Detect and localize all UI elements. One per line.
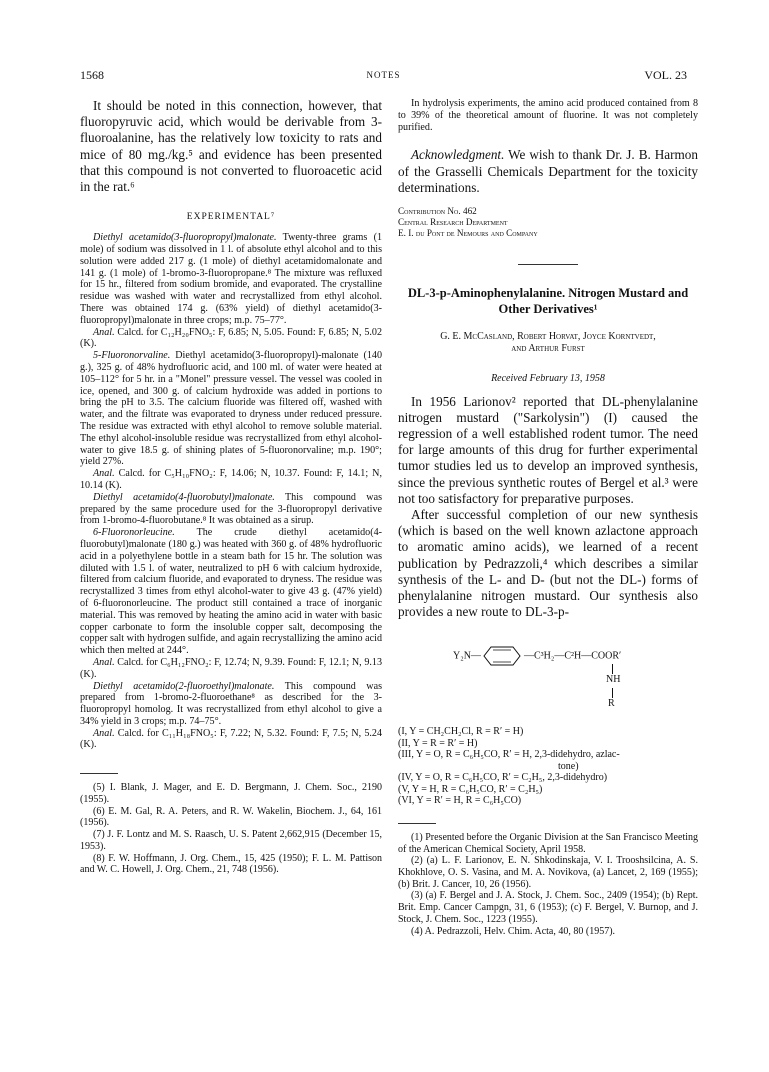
procedure-paragraph bbox=[80, 681, 382, 728]
contribution-block bbox=[398, 206, 698, 240]
page-number: 1568 bbox=[80, 68, 104, 82]
compound-list bbox=[398, 726, 698, 807]
hydrolysis-note: In hydrolysis experiments, the amino acid produced contained from 8 to 39% of the theoretical amount of fluorine. It was not completely purified. bbox=[398, 98, 698, 133]
procedure-text: Diethyl acetamido(3-fluoropropyl)-malonate (140 g.), 325 g. of 48% hydrofluoric acid, and 100 ml. of water were heated at 105–112° for 5 hr. in a "Monel" pressure vessel. The vessel was cooled in ice, opened, and 300 g. of calcium hydroxide was added in portions to bring the pH to 3.5. The calcium fluoride was filtered off, washed with water, and the filtrate was evaporated to dryness under reduced pressure. The residue was extracted with ethyl alcohol to remove soluble material. The ethyl alcohol-insoluble residue was recrystallized from ethyl alcohol-water to give 18.5 g. of shining plates of 5-fluoronorvaline; m.p. 190°; yield 27%. bbox=[80, 350, 382, 468]
procedure-text: This compound was prepared by the same procedure used for the 3-fluoropropyl derivative from 1-bromo-4-fluorobutane.⁸ It was obtained as a sirup. bbox=[80, 491, 382, 527]
analysis-text: Calcd. for C₁₂H₂₀FNO₅: F, 6.85; N, 5.05. Found: F, 6.85; N, 5.02 (K). bbox=[80, 326, 382, 350]
formula-left: Y₂N— bbox=[453, 650, 481, 662]
authors bbox=[398, 331, 698, 355]
acknowledgment-label: Acknowledgment. bbox=[411, 147, 505, 163]
compound-name: Diethyl acetamido(4-fluorobutyl)malonate. bbox=[93, 491, 275, 503]
article-title: DL-3-p-Aminophenylalanine. Nitrogen Mustard and Other Derivatives¹ bbox=[407, 285, 689, 316]
formula-r: R bbox=[608, 698, 615, 710]
author-line: G. E. McCasland, Robert Horvat, Joyce Korntvedt, bbox=[440, 330, 656, 342]
section-label: NOTES bbox=[366, 70, 401, 80]
compound-entry: (I, Y = CH₂CH₂Cl, R = R′ = H) bbox=[398, 726, 524, 738]
article-divider bbox=[518, 264, 578, 265]
footnotes-left bbox=[80, 782, 382, 876]
formula-line bbox=[453, 646, 621, 666]
running-header bbox=[80, 68, 687, 84]
analysis-paragraph bbox=[80, 657, 382, 681]
right-column bbox=[398, 98, 698, 937]
compound-entry: (II, Y = R = R′ = H) bbox=[398, 737, 478, 749]
compound-entry: (III, Y = O, R = C₆H₅CO, R′ = H, 2,3-didehydro, azlac- bbox=[398, 749, 620, 761]
formula-right: —C³H₂—C²H—COOR′ bbox=[523, 650, 622, 662]
procedure-text: This compound was prepared from 1-bromo-2-fluoroethane⁸ as described for the 3-fluoropropyl homolog. It was recrystallized from ethyl alcohol to give a 34% yield in 3 crops; m.p. 74–75°. bbox=[80, 680, 382, 727]
procedure-paragraph bbox=[80, 232, 382, 326]
footnote: (4) A. Pedrazzoli, Helv. Chim. Acta, 40, 80 (1957). bbox=[411, 925, 616, 937]
compound-name: Diethyl acetamido(2-fluoroethyl)malonate. bbox=[93, 680, 275, 692]
analysis-label: Anal. bbox=[93, 326, 115, 338]
footnote: (5) I. Blank, J. Mager, and E. D. Bergmann, J. Chem. Soc., 2190 (1955). bbox=[80, 782, 382, 805]
volume-label: VOL. 23 bbox=[644, 68, 687, 82]
analysis-label: Anal. bbox=[93, 727, 115, 739]
footnote: (2) (a) L. F. Larionov, E. N. Shkodinskaja, V. I. Trooshsilcina, A. S. Khokhlove, O. S. Vasina, and M. A. Novikova, (a) Lancet, 2, 169 (1955); (b) Brit. J. Cancer, 10, 26 (1956). bbox=[398, 855, 698, 890]
compound-entry: (V, Y = H, R = C₆H₅CO, R′ = C₂H₅) bbox=[398, 783, 543, 795]
body-paragraph: In 1956 Larionov² reported that DL-phenylalanine nitrogen mustard ("Sarkolysin") (I) caused the regression of a well established rodent tumor. The need for large amounts of this drug for further experimental tumor studies led us to develop an improved synthesis, since the previous synthetic routes of Bergel et al.³ were not too satisfactory for preparative purposes. bbox=[398, 393, 698, 506]
contribution-line: Central Research Department bbox=[398, 217, 508, 228]
procedure-paragraph bbox=[80, 527, 382, 657]
analysis-label: Anal. bbox=[93, 468, 115, 480]
intro-paragraph: It should be noted in this connection, however, that fluoropyruvic acid, which would be derivable from 3-fluoroalanine, has the relatively low toxicity to rats and mice of 80 mg./kg.⁵ and evidence has been presented that this compound is not converted to fluoroacetic acid in the rat.⁶ bbox=[80, 98, 382, 195]
footnote: (7) J. F. Lontz and M. S. Raasch, U. S. Patent 2,662,915 (December 15, 1953). bbox=[80, 829, 382, 852]
compound-name: 5-Fluoronorvaline. bbox=[93, 350, 171, 362]
footnote-divider bbox=[80, 773, 118, 774]
compound-entry: (VI, Y = R′ = H, R = C₆H₅CO) bbox=[398, 795, 522, 807]
benzene-ring-icon bbox=[483, 646, 521, 666]
bond-line bbox=[612, 664, 613, 674]
author-line: and Arthur Furst bbox=[511, 342, 585, 354]
contribution-line: Contribution No. 462 bbox=[398, 206, 477, 216]
analysis-paragraph bbox=[80, 327, 382, 351]
received-date: Received February 13, 1958 bbox=[491, 372, 605, 384]
analysis-paragraph bbox=[80, 728, 382, 752]
structural-formula bbox=[398, 638, 698, 718]
footnote: (1) Presented before the Organic Division at the San Francisco Meeting of the American Chemical Society, April 1958. bbox=[398, 831, 698, 855]
footnote: (8) F. W. Hoffmann, J. Org. Chem., 15, 425 (1950); F. L. M. Pattison and W. C. Howell, J. Org. Chem., 21, 748 (1956). bbox=[80, 852, 382, 876]
analysis-text: Calcd. for C₅H₁₀FNO₂: F, 14.06; N, 10.37. Found: F, 14.1; N, 10.14 (K). bbox=[80, 468, 382, 491]
analysis-text: Calcd. for C₁₁H₁₈FNO₅: F, 7.22; N, 5.32. Found: F, 7.5; N, 5.24 (K). bbox=[80, 727, 382, 751]
acknowledgment-text: We wish to thank Dr. J. B. Harmon of the Grasselli Chemicals Department for the toxicity determinations. bbox=[398, 147, 698, 195]
bond-line bbox=[612, 688, 613, 698]
analysis-label: Anal. bbox=[93, 656, 115, 668]
experimental-heading: EXPERIMENTAL⁷ bbox=[186, 212, 276, 223]
compound-name: Diethyl acetamido(3-fluoropropyl)malonate. bbox=[93, 232, 277, 244]
formula-nh: NH bbox=[606, 674, 621, 686]
acknowledgment bbox=[398, 147, 698, 196]
body-paragraph: After successful completion of our new synthesis (which is based on the well known azlactone approach to aromatic amino acids), we learned of a recent publication by Pedrazzoli,⁴ which describes a similar synthesis of the L- and D- (but not the DL-) forms of phenylalanine nitrogen mustard. Our synthesis also provides a new route to DL-3-p- bbox=[398, 507, 698, 620]
footnote: (3) (a) F. Bergel and J. A. Stock, J. Chem. Soc., 2409 (1954); (b) Rept. Brit. Emp. Cancer Campgn, 31, 6 (1953); (c) F. Bergel, V. Burnop, and J. Stock, J. Chem. Soc., 1223 (1955). bbox=[398, 890, 698, 925]
analysis-text: Calcd. for C₆H₁₂FNO₂: F, 12.74; N, 9.39. Found: F, 12.1; N, 9.13 (K). bbox=[80, 656, 382, 680]
procedure-paragraph bbox=[80, 350, 382, 468]
analysis-paragraph bbox=[80, 468, 382, 492]
footnote-divider bbox=[398, 823, 436, 824]
procedure-paragraph bbox=[80, 492, 382, 527]
left-column bbox=[80, 98, 382, 876]
compound-name: 6-Fluoronorleucine. bbox=[93, 527, 175, 539]
footnotes-right bbox=[398, 832, 698, 937]
procedure-text: The crude diethyl acetamido(4-fluorobutyl)malonate (180 g.) was heated with 360 g. of 48% hydrofluoric acid in a polyethylene bottle in a steam bath for 15 hr. The solution was diluted with 1.5 l. of water, neutralized to pH 6 with calcium hydroxide, filtered from calcium fluoride, and evaporated to dryness. The residue was recrystallized 3 times from ethyl alcohol-water to give 43 g. (47% yield) of 6-fluoronorleucine. The product still contained a trace of inorganic material. This was removed by heating the amino acid in water with basic copper carbonate to form the insoluble copper salt, decomposing the copper salt with hydrogen sulfide, and again recrystallizing the amino acid which then melted at 244°. bbox=[80, 527, 382, 657]
contribution-line: E. I. du Pont de Nemours and Company bbox=[398, 228, 538, 239]
compound-entry: tone) bbox=[558, 760, 579, 772]
compound-entry: (IV, Y = O, R = C₆H₅CO, R′ = C₂H₅, 2,3-didehydro) bbox=[398, 772, 608, 784]
procedure-text: Twenty-three grams (1 mole) of sodium was dissolved in 1 l. of absolute ethyl alcohol and to this solution were added 217 g. (1 mole) of diethyl acetamidomalonate and 141 g. (1 mole) of 1-bromo-3-fluoropropane.⁸ The mixture was refluxed for 15 hr., filtered from sodium bromide, and evaporated. The crystalline residue was washed with water and recrystallized from ethyl alcohol. There was obtained 174 g. (63% yield) of diethyl acetamido(3-fluoropropyl)malonate in three crops; m.p. 75–77°. bbox=[80, 232, 382, 326]
footnote: (6) E. M. Gal, R. A. Peters, and R. W. Wakelin, Biochem. J., 64, 161 (1956). bbox=[80, 805, 382, 829]
